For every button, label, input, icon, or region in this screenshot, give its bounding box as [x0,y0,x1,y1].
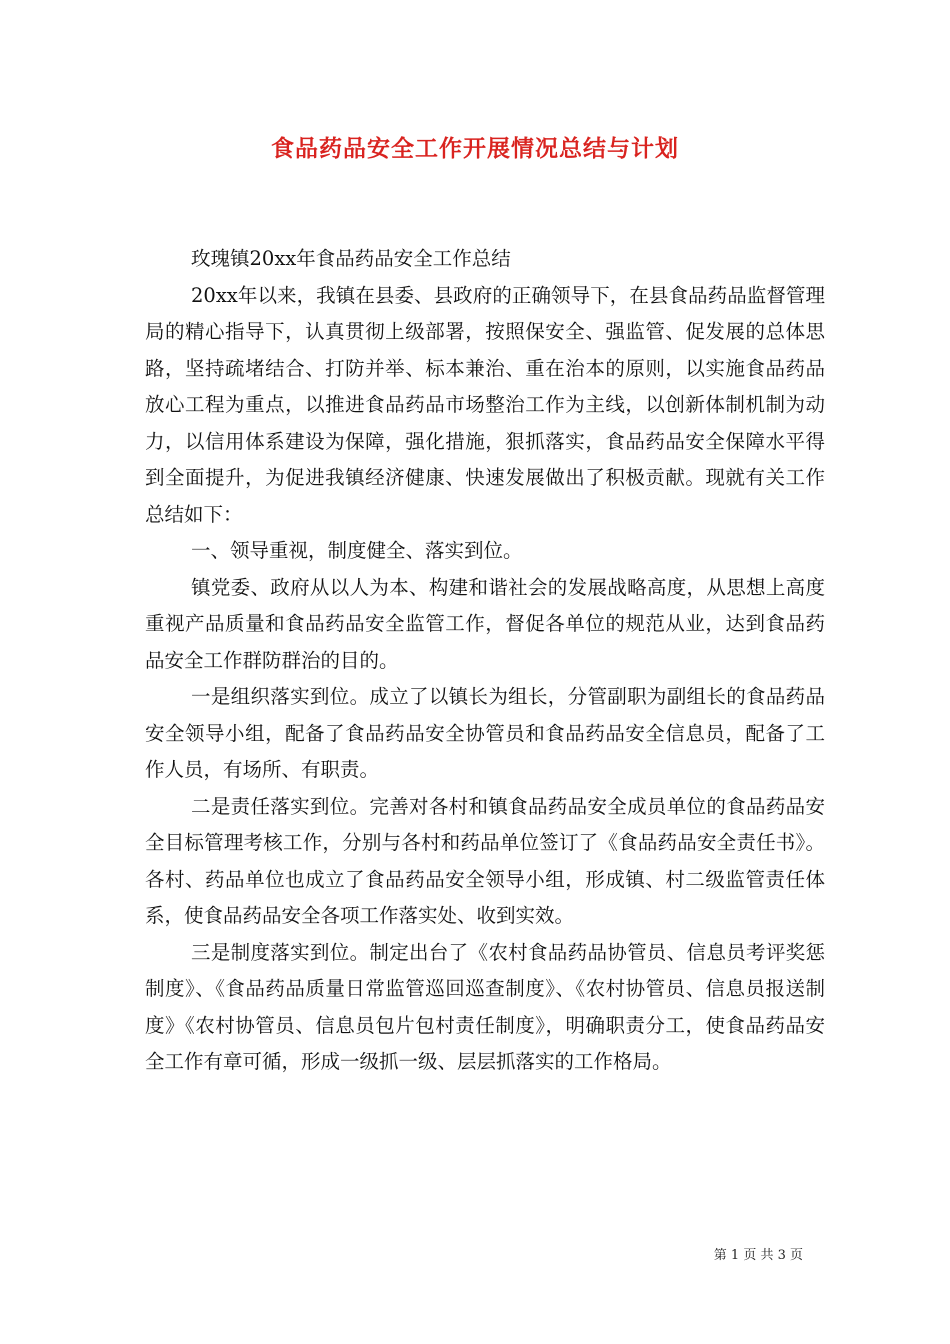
section-heading-1: 一、领导重视，制度健全、落实到位。 [191,539,523,562]
page-number: 第 1 页 共 3 页 [713,1248,803,1263]
document-body [145,241,825,1081]
paragraph-organization: 一是组织落实到位。成立了以镇长为组长，分管副职为副组长的食品药品安全领导小组，配备了食品药品安全协管员和食品药品安全信息员，配备了工作人员，有场所、有职责。 [145,685,825,781]
section-subtitle: 玫瑰镇20xx年食品药品安全工作总结 [191,247,511,270]
paragraph-intro: 20xx年以来，我镇在县委、县政府的正确领导下，在县食品药品监督管理局的精心指导下，认真贯彻上级部署，按照保安全、强监管、促发展的总体思路，坚持疏堵结合、打防并举、标本兼治、重在治本的原则，以实施食品药品放心工程为重点，以推进食品药品市场整治工作为主线，以创新体制机制为动力，以信用体系建设为保障，强化措施，狠抓落实，食品药品安全保障水平得到全面提升，为促进我镇经济健康、快速发展做出了积极贡献。现就有关工作总结如下： [145,283,825,526]
paragraph-responsibility: 二是责任落实到位。完善对各村和镇食品药品安全成员单位的食品药品安全目标管理考核工作，分别与各村和药品单位签订了《食品药品安全责任书》。各村、药品单位也成立了食品药品安全领导小组，形成镇、村二级监管责任体系，使食品药品安全各项工作落实处、收到实效。 [145,794,825,927]
document-title: 食品药品安全工作开展情况总结与计划 [271,135,679,162]
paragraph-system: 三是制度落实到位。制定出台了《农村食品药品协管员、信息员考评奖惩制度》、《食品药品质量日常监管巡回巡查制度》、《农村协管员、信息员报送制度》《农村协管员、信息员包片包村责任制度》，明确职责分工，使食品药品安全工作有章可循，形成一级抓一级、层层抓落实的工作格局。 [145,940,825,1073]
paragraph-leadership: 镇党委、政府从以人为本、构建和谐社会的发展战略高度，从思想上高度重视产品质量和食品药品安全监管工作，督促各单位的规范从业，达到食品药品安全工作群防群治的目的。 [145,575,825,672]
